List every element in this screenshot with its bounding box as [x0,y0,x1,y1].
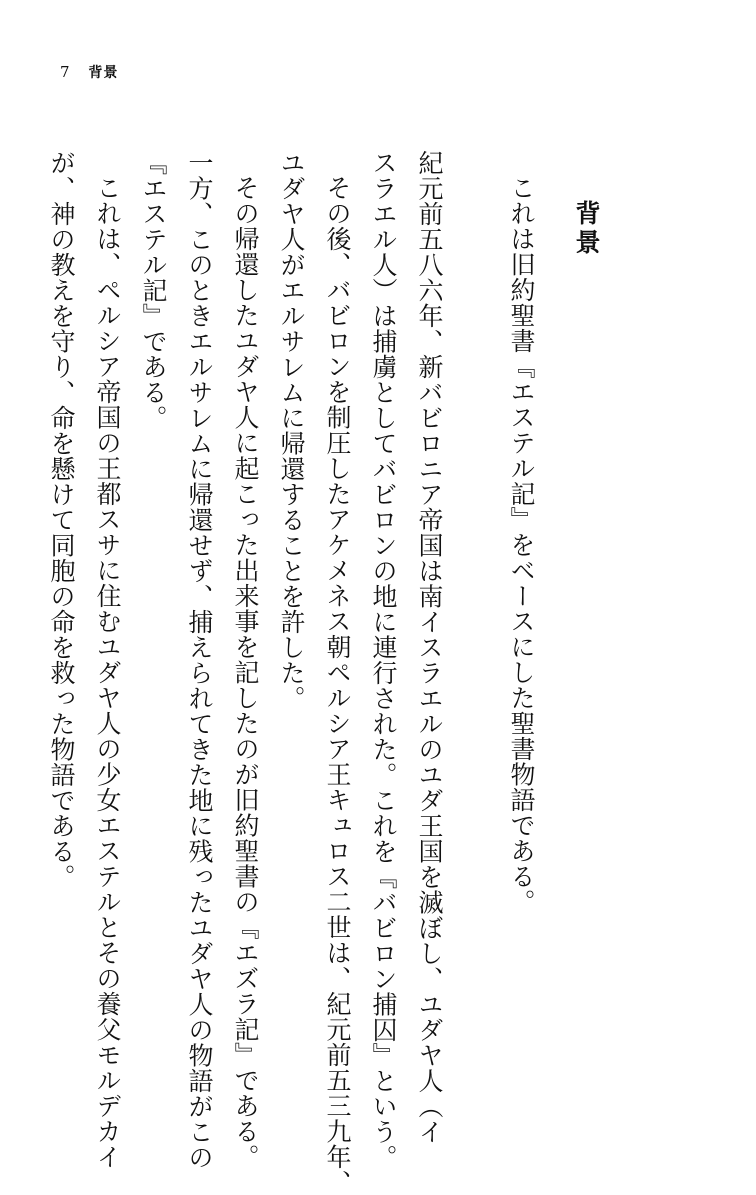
running-title: 背景 [88,65,119,81]
text-line: ユダヤ人がエルサレムに帰還することを許した。 [277,150,306,711]
text-line: が、神の教えを守り、命を懸けて同胞の命を救った物語である。 [47,150,76,890]
running-header [60,62,118,82]
page-number: 7 [60,63,71,81]
chapter-title: 背景 [572,200,601,258]
text-line: その帰還したユダヤ人に起こった出来事を記したのが旧約聖書の『エズラ記』である。 [231,175,260,1170]
text-line: 紀元前五八六年、新バビロニア帝国は南イスラエルのユダ王国を滅ぼし、ユダヤ人（イ [415,150,444,1145]
text-line: スラエル人）は捕虜としてバビロンの地に連行された。これを『バビロン捕囚』という。 [369,150,398,1170]
body-text [38,150,544,1195]
text-line: その後、バビロンを制圧したアケメネス朝ペルシア王キュロス二世は、紀元前五三九年、 [323,175,352,1195]
text-line: 『エステル記』である。 [139,150,168,431]
text-line: これは旧約聖書『エステル記』をベースにした聖書物語である。 [507,175,536,915]
text-line: これは、ペルシア帝国の王都スサに住むユダヤ人の少女エステルとその養父モルデカイ [93,175,122,1170]
text-line: 一方、このときエルサレムに帰還せず、捕えられてきた地に残ったユダヤ人の物語がこの [185,150,214,1170]
